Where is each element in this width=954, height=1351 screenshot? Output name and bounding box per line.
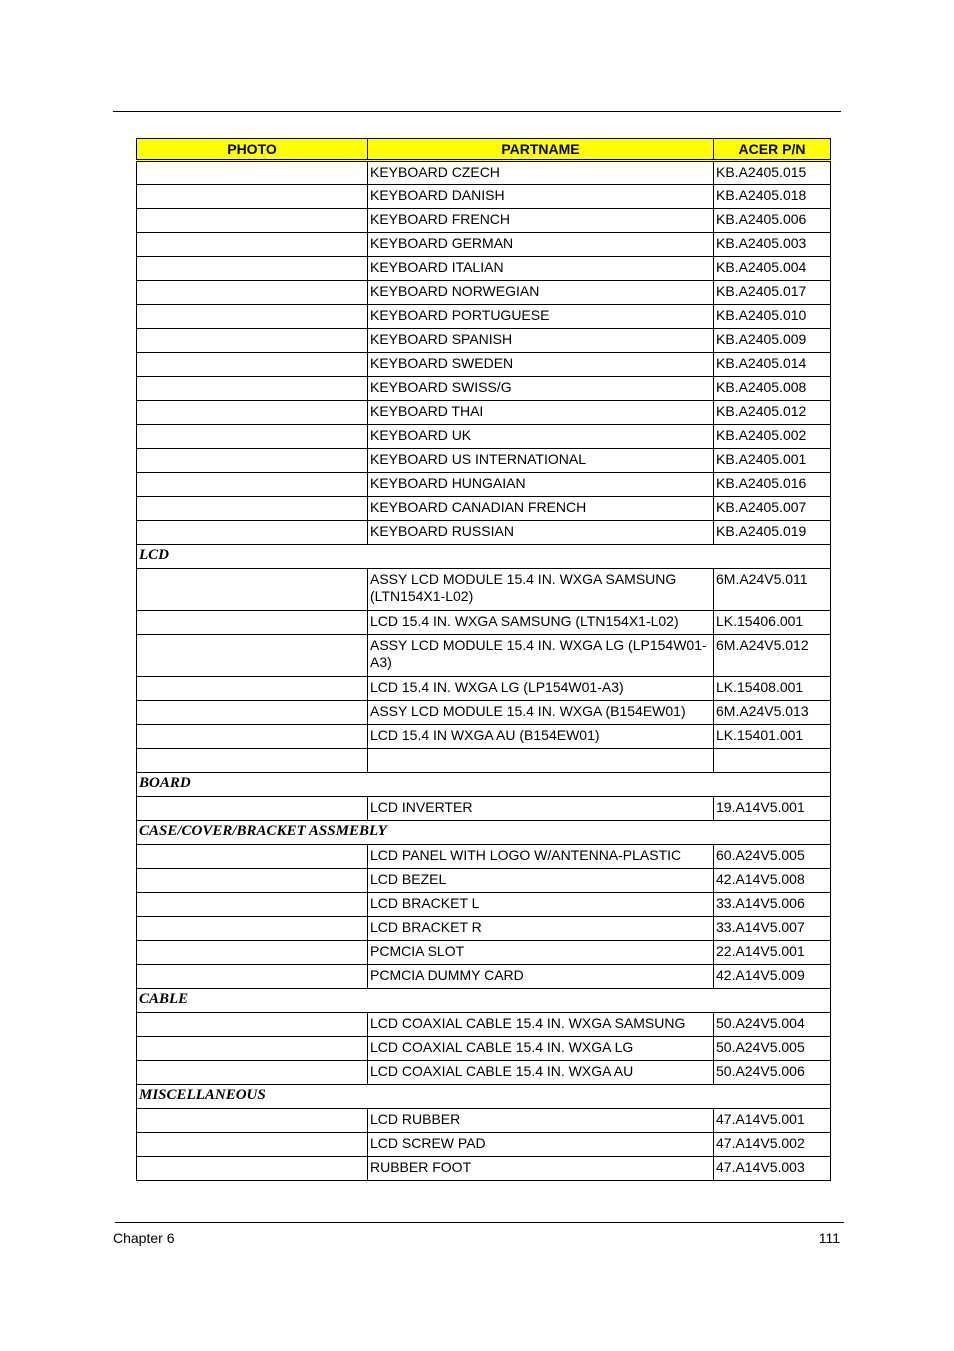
table-row (137, 1037, 831, 1061)
partname-cell: KEYBOARD CZECH (368, 161, 714, 185)
partname-cell: KEYBOARD THAI (368, 401, 714, 425)
photo-cell (137, 329, 368, 353)
table-row (137, 1109, 831, 1133)
table-row (137, 797, 831, 821)
acer-pn-cell: 6M.A24V5.012 (714, 635, 831, 677)
photo-cell (137, 797, 368, 821)
acer-pn-cell: KB.A2405.014 (714, 353, 831, 377)
table-row (137, 329, 831, 353)
column-header-partname: PARTNAME (368, 139, 714, 161)
table-row (137, 749, 831, 773)
section-label: CABLE (137, 989, 831, 1013)
photo-cell (137, 965, 368, 989)
section-row (137, 773, 831, 797)
photo-cell (137, 521, 368, 545)
table-row (137, 305, 831, 329)
partname-cell: LCD BRACKET R (368, 917, 714, 941)
photo-cell (137, 353, 368, 377)
table-row (137, 725, 831, 749)
photo-cell (137, 701, 368, 725)
acer-pn-cell: 50.A24V5.004 (714, 1013, 831, 1037)
photo-cell (137, 941, 368, 965)
photo-cell (137, 917, 368, 941)
photo-cell (137, 749, 368, 773)
photo-cell (137, 1109, 368, 1133)
acer-pn-cell: KB.A2405.010 (714, 305, 831, 329)
partname-cell: KEYBOARD NORWEGIAN (368, 281, 714, 305)
table-row (137, 497, 831, 521)
footer-rule (115, 1222, 844, 1223)
photo-cell (137, 611, 368, 635)
table-row (137, 893, 831, 917)
partname-cell: KEYBOARD US INTERNATIONAL (368, 449, 714, 473)
table-row (137, 209, 831, 233)
table-row (137, 941, 831, 965)
column-header-photo: PHOTO (137, 139, 368, 161)
table-row (137, 257, 831, 281)
photo-cell (137, 1013, 368, 1037)
partname-cell: RUBBER FOOT (368, 1157, 714, 1181)
acer-pn-cell: 42.A14V5.008 (714, 869, 831, 893)
footer-chapter: Chapter 6 (113, 1230, 175, 1246)
partname-cell: KEYBOARD SWISS/G (368, 377, 714, 401)
acer-pn-cell: KB.A2405.012 (714, 401, 831, 425)
acer-pn-cell: KB.A2405.006 (714, 209, 831, 233)
photo-cell (137, 893, 368, 917)
photo-cell (137, 233, 368, 257)
acer-pn-cell: LK.15401.001 (714, 725, 831, 749)
partname-cell: KEYBOARD CANADIAN FRENCH (368, 497, 714, 521)
partname-cell: LCD PANEL WITH LOGO W/ANTENNA-PLASTIC (368, 845, 714, 869)
photo-cell (137, 1157, 368, 1181)
acer-pn-cell: LK.15408.001 (714, 677, 831, 701)
photo-cell (137, 305, 368, 329)
section-row (137, 989, 831, 1013)
table-row (137, 845, 831, 869)
partname-cell: KEYBOARD FRENCH (368, 209, 714, 233)
section-row (137, 545, 831, 569)
photo-cell (137, 635, 368, 677)
acer-pn-cell: KB.A2405.007 (714, 497, 831, 521)
section-row (137, 821, 831, 845)
photo-cell (137, 161, 368, 185)
photo-cell (137, 569, 368, 611)
table-row (137, 1157, 831, 1181)
photo-cell (137, 377, 368, 401)
table-row (137, 425, 831, 449)
acer-pn-cell: 19.A14V5.001 (714, 797, 831, 821)
partname-cell: KEYBOARD ITALIAN (368, 257, 714, 281)
acer-pn-cell: KB.A2405.019 (714, 521, 831, 545)
partname-cell: LCD COAXIAL CABLE 15.4 IN. WXGA LG (368, 1037, 714, 1061)
table-row (137, 869, 831, 893)
table-row (137, 917, 831, 941)
acer-pn-cell: 33.A14V5.006 (714, 893, 831, 917)
partname-cell: KEYBOARD HUNGAIAN (368, 473, 714, 497)
partname-cell: LCD 15.4 IN. WXGA LG (LP154W01-A3) (368, 677, 714, 701)
table-row (137, 1013, 831, 1037)
photo-cell (137, 473, 368, 497)
table-row (137, 569, 831, 611)
footer-page-number: 111 (818, 1230, 840, 1246)
photo-cell (137, 281, 368, 305)
acer-pn-cell: KB.A2405.001 (714, 449, 831, 473)
partname-cell: LCD RUBBER (368, 1109, 714, 1133)
partname-cell: LCD BRACKET L (368, 893, 714, 917)
partname-cell: LCD BEZEL (368, 869, 714, 893)
table-row (137, 449, 831, 473)
partname-cell: ASSY LCD MODULE 15.4 IN. WXGA LG (LP154W01-A3) (368, 635, 714, 677)
photo-cell (137, 185, 368, 209)
photo-cell (137, 1061, 368, 1085)
acer-pn-cell: KB.A2405.003 (714, 233, 831, 257)
partname-cell: ASSY LCD MODULE 15.4 IN. WXGA SAMSUNG (LTN154X1-L02) (368, 569, 714, 611)
photo-cell (137, 1133, 368, 1157)
acer-pn-cell: 22.A14V5.001 (714, 941, 831, 965)
table-header-row (137, 139, 831, 161)
photo-cell (137, 869, 368, 893)
partname-cell: PCMCIA DUMMY CARD (368, 965, 714, 989)
table-row (137, 965, 831, 989)
table-row (137, 677, 831, 701)
table-row (137, 401, 831, 425)
photo-cell (137, 209, 368, 233)
acer-pn-cell: LK.15406.001 (714, 611, 831, 635)
acer-pn-cell: 42.A14V5.009 (714, 965, 831, 989)
section-label: LCD (137, 545, 831, 569)
acer-pn-cell: KB.A2405.008 (714, 377, 831, 401)
table-row (137, 185, 831, 209)
acer-pn-cell: 47.A14V5.003 (714, 1157, 831, 1181)
partname-cell: KEYBOARD UK (368, 425, 714, 449)
partname-cell: KEYBOARD DANISH (368, 185, 714, 209)
table-row (137, 701, 831, 725)
acer-pn-cell: KB.A2405.018 (714, 185, 831, 209)
table-row (137, 353, 831, 377)
table-row (137, 233, 831, 257)
acer-pn-cell: 33.A14V5.007 (714, 917, 831, 941)
partname-cell (368, 749, 714, 773)
partname-cell: KEYBOARD RUSSIAN (368, 521, 714, 545)
acer-pn-cell: KB.A2405.015 (714, 161, 831, 185)
partname-cell: LCD 15.4 IN WXGA AU (B154EW01) (368, 725, 714, 749)
acer-pn-cell: 6M.A24V5.011 (714, 569, 831, 611)
acer-pn-cell: 60.A24V5.005 (714, 845, 831, 869)
section-row (137, 1085, 831, 1109)
partname-cell: KEYBOARD SPANISH (368, 329, 714, 353)
acer-pn-cell: KB.A2405.016 (714, 473, 831, 497)
photo-cell (137, 425, 368, 449)
photo-cell (137, 257, 368, 281)
acer-pn-cell: KB.A2405.002 (714, 425, 831, 449)
partname-cell: PCMCIA SLOT (368, 941, 714, 965)
acer-pn-cell: KB.A2405.009 (714, 329, 831, 353)
acer-pn-cell: KB.A2405.017 (714, 281, 831, 305)
acer-pn-cell: 50.A24V5.006 (714, 1061, 831, 1085)
photo-cell (137, 401, 368, 425)
header-rule (113, 111, 841, 112)
parts-table-body (137, 161, 831, 1181)
partname-cell: ASSY LCD MODULE 15.4 IN. WXGA (B154EW01) (368, 701, 714, 725)
partname-cell: LCD SCREW PAD (368, 1133, 714, 1157)
table-row (137, 521, 831, 545)
acer-pn-cell: 47.A14V5.001 (714, 1109, 831, 1133)
table-row (137, 635, 831, 677)
photo-cell (137, 1037, 368, 1061)
parts-table (136, 138, 831, 1181)
partname-cell: LCD COAXIAL CABLE 15.4 IN. WXGA AU (368, 1061, 714, 1085)
acer-pn-cell (714, 749, 831, 773)
partname-cell: KEYBOARD SWEDEN (368, 353, 714, 377)
acer-pn-cell: 47.A14V5.002 (714, 1133, 831, 1157)
partname-cell: LCD 15.4 IN. WXGA SAMSUNG (LTN154X1-L02) (368, 611, 714, 635)
acer-pn-cell: 6M.A24V5.013 (714, 701, 831, 725)
acer-pn-cell: KB.A2405.004 (714, 257, 831, 281)
acer-pn-cell: 50.A24V5.005 (714, 1037, 831, 1061)
column-header-acer-pn: ACER P/N (714, 139, 831, 161)
table-row (137, 1061, 831, 1085)
partname-cell: KEYBOARD PORTUGUESE (368, 305, 714, 329)
photo-cell (137, 449, 368, 473)
section-label: MISCELLANEOUS (137, 1085, 831, 1109)
photo-cell (137, 497, 368, 521)
partname-cell: KEYBOARD GERMAN (368, 233, 714, 257)
section-label: CASE/COVER/BRACKET ASSMEBLY (137, 821, 831, 845)
table-row (137, 281, 831, 305)
photo-cell (137, 845, 368, 869)
table-row (137, 161, 831, 185)
photo-cell (137, 725, 368, 749)
table-row (137, 1133, 831, 1157)
table-row (137, 377, 831, 401)
photo-cell (137, 677, 368, 701)
partname-cell: LCD INVERTER (368, 797, 714, 821)
table-row (137, 473, 831, 497)
table-row (137, 611, 831, 635)
partname-cell: LCD COAXIAL CABLE 15.4 IN. WXGA SAMSUNG (368, 1013, 714, 1037)
section-label: BOARD (137, 773, 831, 797)
